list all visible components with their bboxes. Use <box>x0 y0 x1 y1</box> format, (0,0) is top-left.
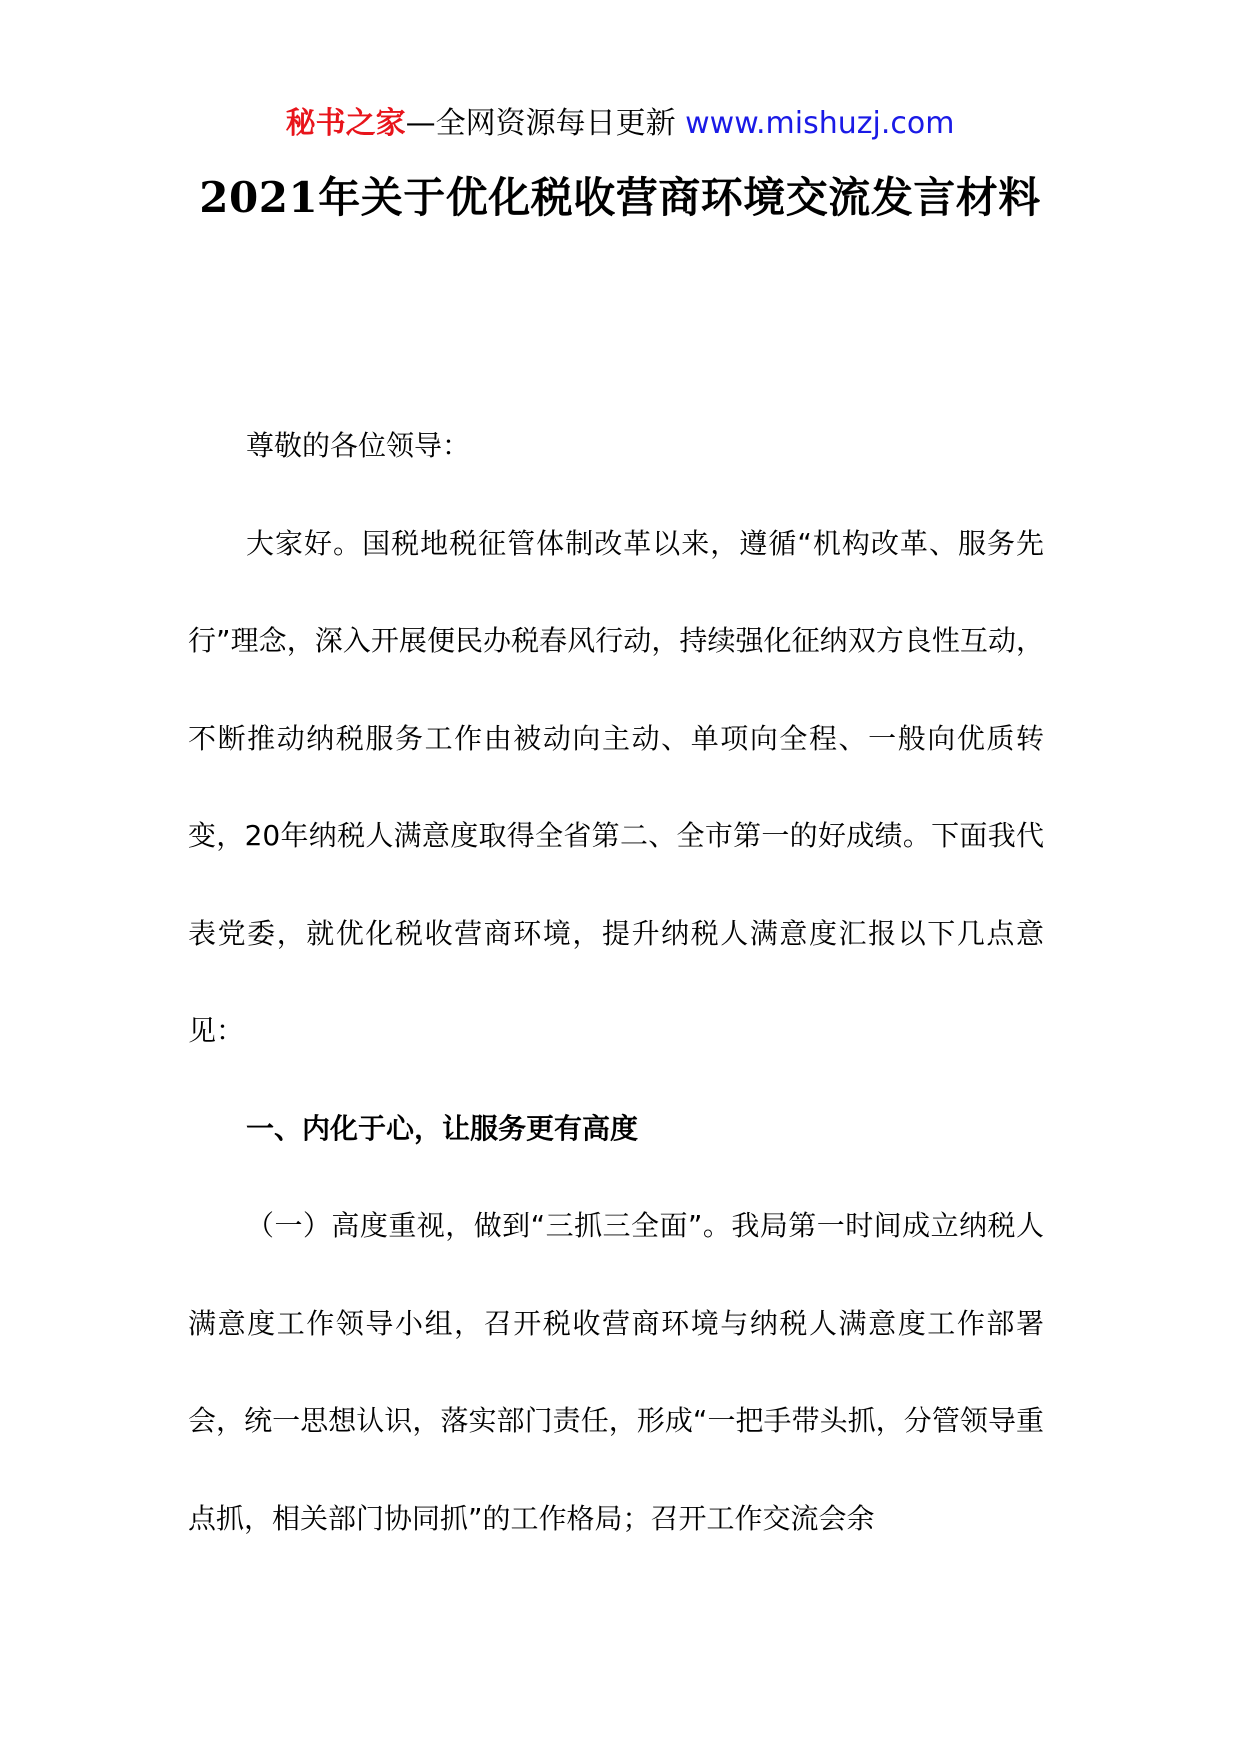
site-header <box>0 98 1240 150</box>
intro-paragraph: 大家好。国税地税征管体制改革以来，遵循“机构改革、服务先行”理念，深入开展便民办税春风行动，持续强化征纳双方良性互动，不断推动纳税服务工作由被动向主动、单项向全程、一般向优质转变，20年纳税人满意度取得全省第二、全市第一的好成绩。下面我代表党委，就优化税收营商环境，提升纳税人满意度汇报以下几点意见： <box>188 526 1044 1047</box>
document-body <box>188 397 1044 1567</box>
salutation: 尊敬的各位领导： <box>246 429 471 462</box>
header-tagline: —全网资源每日更新 <box>405 106 686 141</box>
body-paragraph: （一）高度重视，做到“三抓三全面”。我局第一时间成立纳税人满意度工作领导小组，召开税收营商环境与纳税人满意度工作部署会，统一思想认识，落实部门责任，形成“一把手带头抓，分管领导重点抓，相关部门协同抓”的工作格局；召开工作交流会余 <box>188 1209 1044 1535</box>
document-title: 2021年关于优化税收营商环境交流发言材料 <box>199 173 1041 222</box>
section-heading: 一、内化于心，让服务更有高度 <box>246 1111 639 1145</box>
site-url-link[interactable]: www.mishuzj.com <box>685 106 955 141</box>
brand-name: 秘书之家 <box>285 106 406 141</box>
